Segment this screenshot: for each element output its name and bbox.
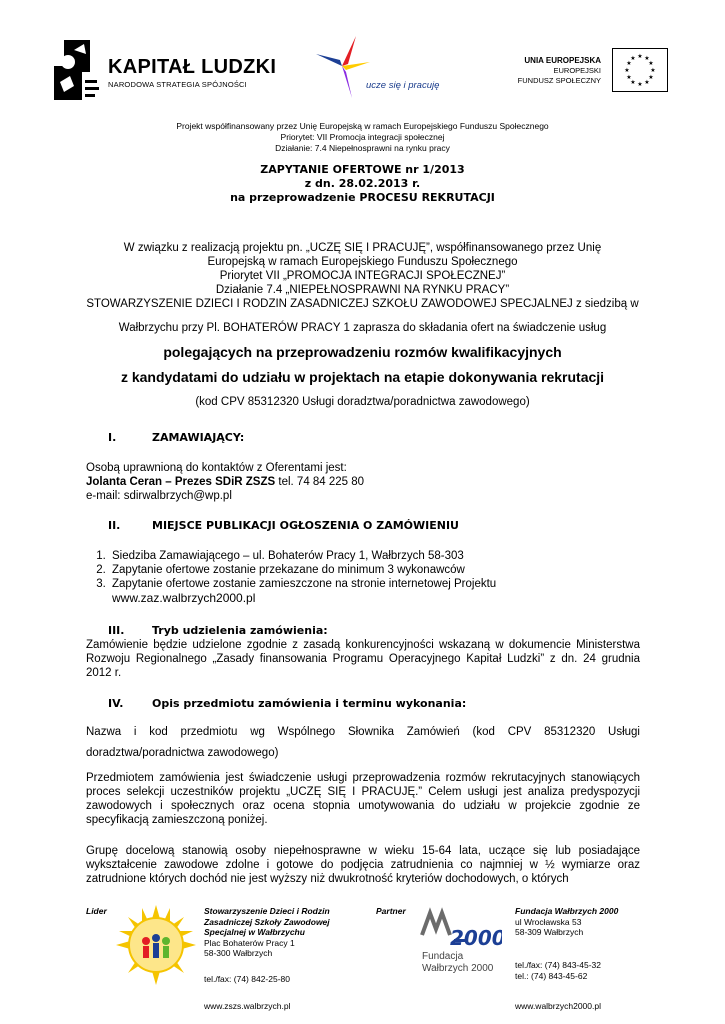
partner-logo <box>420 905 502 977</box>
intro-paragraph <box>60 241 665 311</box>
ucze-sie-logo <box>312 34 372 102</box>
intro-cpv: (kod CPV 85312320 Usługi doradztwa/poradnictwa zawodowego) <box>195 396 530 408</box>
eu-line1: UNIA EUROPEJSKA <box>524 56 601 65</box>
section2-list <box>86 549 646 606</box>
intro-line6: Wałbrzychu przy Pl. BOHATERÓW PRACY 1 zaprasza do składania ofert na świadczenie usług <box>118 322 607 334</box>
svg-text:★: ★ <box>626 60 632 67</box>
intro-line1: W związku z realizacją projektu pn. „UCZĘ SIĘ I PRACUJĘ”, współfinansowanego przez Unię <box>123 242 602 254</box>
section4-title: Opis przedmiotu zamówienia i terminu wykonania: <box>152 697 467 710</box>
sun-children-logo-icon <box>116 905 196 985</box>
title-line3: na przeprowadzenie PROCESU REKRUTACJI <box>230 191 495 204</box>
section4-p1-line2: doradztwa/poradnictwa zawodowego) <box>86 747 279 759</box>
list-item: 2. Zapytanie ofertowe zostanie przekazane do minimum 3 wykonawców <box>109 563 646 577</box>
section4-p3: Grupę docelową stanowią osoby niepełnosprawne w wieku 15-64 lata, uczące się lub posiadające wykształcenie zawodowe zdolne i gotowe do podjęcia zatrudnienia co najmniej w ½ wymiarze oraz zatrudnione których dochód nie jest wyższy niż dwukrotność kryteriów dochodowych, o których <box>86 845 640 885</box>
ucze-sie-logo-text: ucze się i pracuję <box>366 80 440 91</box>
section4-p2: Przedmiotem zamówienia jest świadczenie usługi przeprowadzenia rozmów rekrutacyjnych stanowiących proces selekcji uczestników projektu „UCZĘ SIĘ I PRACUJĘ.” Celem usługi jest analiza predyspozycji zawodowych i społecznych oraz ocena stopnia umotywowania do udziału w projekcie zgodnie ze specyfikacją zamieszczoną poniżej. <box>86 772 640 826</box>
lider-addr1: Plac Bohaterów Pracy 1 <box>204 937 295 948</box>
document-title <box>0 163 725 205</box>
lider-name1: Stowarzyszenie Dzieci i Rodzin <box>204 906 330 916</box>
section3-number: III. <box>108 624 125 637</box>
lider-tel: tel./fax: (74) 842-25-80 <box>204 974 290 984</box>
partner-addr1: ul Wrocławska 53 <box>515 916 582 927</box>
intro-line3: Priorytet VII „PROMOCJA INTEGRACJI SPOŁECZNEJ” <box>219 270 506 282</box>
lider-name2: Zasadniczej Szkoły Zawodowej <box>204 916 330 927</box>
svg-text:★: ★ <box>630 79 636 86</box>
section1-heading <box>108 431 508 445</box>
title-line2: z dn. 28.02.2013 r. <box>304 177 421 190</box>
intro-line5: STOWARZYSZENIE DZIECI I RODZIN ZASADNICZEJ SZKOŁU ZAWODOWEJ SPECJALNEJ z siedzibą w <box>86 298 639 310</box>
partner-info <box>515 906 685 938</box>
project-info-line2: Priorytet: VII Promocja integracji społecznej <box>280 132 445 142</box>
partner-logo-text1: Fundacja <box>422 951 464 962</box>
list-item: 1. Siedziba Zamawiającego – ul. Bohaterów Pracy 1, Wałbrzych 58-303 <box>109 549 646 563</box>
section2-heading <box>108 519 608 533</box>
project-website-link[interactable]: www.zaz.walbrzych2000.pl <box>112 591 256 605</box>
svg-text:★: ★ <box>637 81 643 88</box>
lider-info <box>204 906 379 959</box>
footer-partner-label: Partner <box>376 906 406 916</box>
project-info <box>0 121 725 154</box>
section3-heading <box>108 624 508 638</box>
section2-list-wrap <box>86 549 646 606</box>
svg-text:★: ★ <box>648 74 654 81</box>
list-item-text: Zapytanie ofertowe zostanie zamieszczone na stronie internetowej Projektu <box>112 578 497 590</box>
svg-text:★: ★ <box>644 79 650 86</box>
svg-text:★: ★ <box>630 55 636 62</box>
svg-text:★: ★ <box>650 67 656 74</box>
intro-line2: Europejską w ramach Europejskiego Funduszu Społecznego <box>207 256 518 268</box>
partner-tel2: tel.: (74) 843-45-62 <box>515 970 588 981</box>
section1-contact <box>86 461 646 503</box>
eu-line3: FUNDUSZ SPOŁECZNY <box>517 76 601 85</box>
lider-name3: Specjalnej w Wałbrzychu <box>204 927 305 937</box>
svg-text:★: ★ <box>626 74 632 81</box>
partner-name: Fundacja Wałbrzych 2000 <box>515 906 619 916</box>
contact-name: Jolanta Ceran – Prezes SDiR ZSZS <box>86 476 276 488</box>
intro-bold-line1: polegających na przeprowadzeniu rozmów kwalifikacyjnych <box>163 344 562 360</box>
partner-www[interactable]: www.walbrzych2000.pl <box>515 1001 601 1011</box>
partner-logo-text2: Wałbrzych 2000 <box>422 963 494 974</box>
contact-line <box>86 475 646 489</box>
section4-heading <box>108 697 608 711</box>
section3-title: Tryb udzielenia zamówienia: <box>152 624 328 637</box>
partner-addr2: 58-309 Wałbrzych <box>515 927 584 937</box>
partner-tel1: tel./fax: (74) 843-45-32 <box>515 960 601 970</box>
section1-number: I. <box>108 431 117 444</box>
eu-line2: EUROPEJSKI <box>553 66 601 75</box>
section2-title: MIEJSCE PUBLIKACJI OGŁOSZENIA O ZAMÓWIENIU <box>152 519 459 532</box>
eu-flag <box>612 48 668 92</box>
lider-www[interactable]: www.zszs.walbrzych.pl <box>204 1001 291 1011</box>
eu-text <box>498 56 601 86</box>
svg-text:★: ★ <box>648 60 654 67</box>
lider-addr2: 58-300 Wałbrzych <box>204 948 273 958</box>
project-info-line3: Działanie: 7.4 Niepełnosprawni na rynku pracy <box>275 143 450 153</box>
walbrzych2000-logo-icon <box>420 905 502 953</box>
partner-logo-mark: 2000 <box>450 926 502 950</box>
contact-intro: Osobą uprawnioną do kontaktów z Oferentami jest: <box>86 462 347 474</box>
kapital-ludzki-emblem-icon <box>52 38 104 102</box>
intro-line4: Działanie 7.4 „NIEPEŁNOSPRAWNI NA RYNKU PRACY” <box>215 284 510 296</box>
title-line1: ZAPYTANIE OFERTOWE nr 1/2013 <box>260 163 465 176</box>
contact-email[interactable]: e-mail: sdirwalbrzych@wp.pl <box>86 490 232 502</box>
svg-text:★: ★ <box>644 55 650 62</box>
section2-number: II. <box>108 519 121 532</box>
lider-logo <box>116 905 196 985</box>
svg-text:★: ★ <box>624 67 630 74</box>
project-info-line1: Projekt współfinansowany przez Unię Europejską w ramach Europejskiego Funduszu Społecznego <box>176 121 549 131</box>
section3-text: Zamówienie będzie udzielone zgodnie z zasadą konkurencyjności wskazaną w dokumencie Ministerstwa Rozwoju Regionalnego „Zasady finansowania Programu Operacyjnego Kapitał Ludzki” z dn. 24 grudnia 2012 r. <box>86 639 640 679</box>
list-item <box>109 577 646 606</box>
section4-p1-line1: Nazwa i kod przedmiotu wg Wspólnego Słownika Zamówień (kod CPV 85312320 Usługi <box>86 726 640 738</box>
section1-title: ZAMAWIAJĄCY: <box>152 431 245 444</box>
kapital-ludzki-logo <box>52 38 104 102</box>
section4-number: IV. <box>108 697 124 710</box>
contact-tel: tel. 74 84 225 80 <box>275 476 365 488</box>
intro-bold-line2: z kandydatami do udziału w projektach na etapie dokonywania rekrutacji <box>120 369 605 385</box>
eu-stars-icon <box>613 49 667 91</box>
kapital-ludzki-title: KAPITAŁ LUDZKI <box>108 56 277 78</box>
partner-contact <box>515 960 685 981</box>
star-logo-icon <box>312 34 372 102</box>
footer-lider-label: Lider <box>86 906 107 916</box>
kapital-ludzki-subtitle: NARODOWA STRATEGIA SPÓJNOŚCI <box>108 80 247 89</box>
svg-text:★: ★ <box>637 53 643 60</box>
